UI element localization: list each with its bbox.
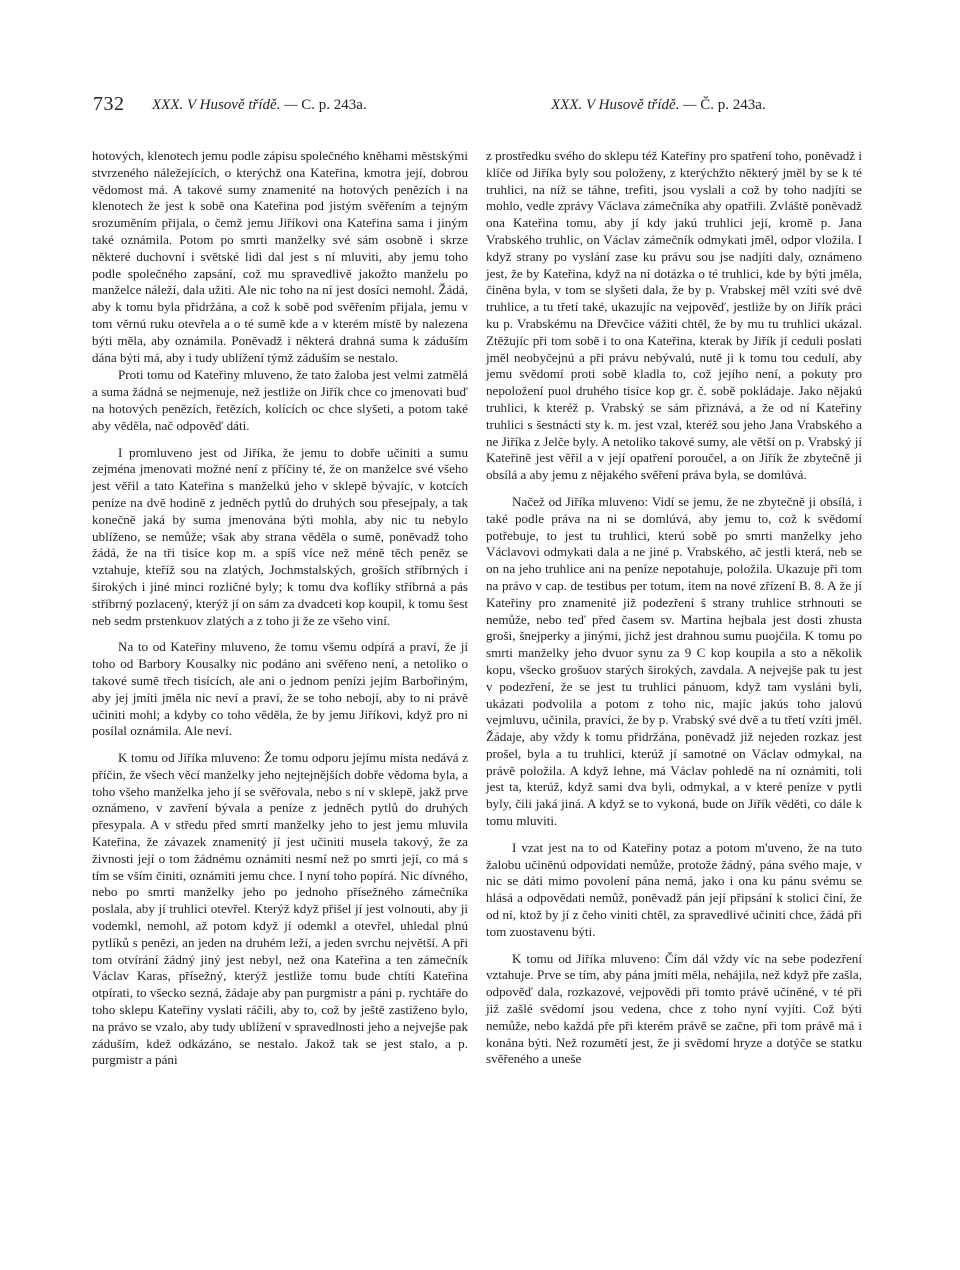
running-head-left-house: C. p. 243a. (301, 97, 367, 113)
paragraph: Načež od Jiříka mluveno: Vidí se jemu, že ne zbytečně ji obsílá, i také podle práva na ni se domlúvá, aby jemu to, což k svědomí potřebuje, to jest tu truhlici, kterú sobě po smrti manželky jeho Václavovi odmykati dala a ne jiné p. Vrabského, ač jestli která, neb se on na jeho truhlice ani na peníze nepotahuje, položila. Ukazuje při tom na právo v cap. de testibus per totum, item na nové zřízení B. 8. A že jí Kateřiny pro znamenité již podezření š strany truhlice strhnouti se nemůže, nebo teď před časem sv. Martina hejbala jest dosti zhusta groši, šnejperky a jinými, jichž jest drahnou sumu puojčila. K tomu po smrti manželky jeho dvuor synu za 9 C kop koupila a sto a několik kopu, všecko grošuov starých širokých, zavdala. A nejvejše pak tu jest v podezření, že se jest tu truhlici pánuom, když tam vysláni byli, ukázati podvolila a potom z toho nic, majíc jakús toho jalovú vejmluvu, učinila, pravíci, že by p. Vrabský své dvě a tu třetí vzíti jměl. Žádaje, aby vždy k tomu přidržána, poněvadž již nejeden rozkaz jest prošel, byla a tu truhlici, kterúž jí samotné on Václav odmykal, na právě položila. A když lehne, má Václav pohledě na ní oznámiti, toli jest ta, kterúž, když sami dva byli, odmykal, a v které peníze v pytli byly, čili jaká jiná. A když se to vykoná, bude on Jiřík věděti, co dále k tomu mluviti. (486, 493, 862, 829)
paragraph: Na to od Kateřiny mluveno, že tomu všemu odpírá a praví, že jí toho od Barbory Kousalky nic podáno ani svěřeno není, a netoliko o takové sumě třech tisících, ale ani o jednom penízi jejím Barbořiným, aby jej jmíti jměla nic neví a praví, že se toho nebojí, aby to ni právě učiniti mohl; a kdyby co toho věděla, že by jemu Jiříkovi, když pro ni posílal oznámila. Ale neví. (92, 639, 468, 739)
page-number: 732 (93, 93, 125, 115)
paragraph: Proti tomu od Kateřiny mluveno, že tato žaloba jest velmi zatmělá a suma žádná se nejmenuje, než jestliže on Jiřík chce co jmenovati buď na hotových penězích, řetězích, kolících oc chce slyšeti, a potom také aby věděla, nač odpověď dáti. (92, 367, 468, 433)
right-column (486, 148, 862, 1068)
running-head-left-title: XXX. V Husově třídě. — (152, 97, 298, 113)
paragraph: K tomu od Jiříka mluveno: Čím dál vždy víc na sebe podezření vztahuje. Prve se tím, aby pána jmíti měla, nehájila, než když pře zašla, odpověď dala, rozkazové, vejpovědi při tomto právě učiněné, v té při již zašlé svědomí jsou vedena, chce z toho nyní vyjíti. Což býti nemůže, nebo každá pře při kterém právě se začne, při tom právě má i konána býti. Než rozumětí jest, že ji svědomí hryze a dotýče se statku svěřeného a uneše (486, 950, 862, 1067)
running-head-right-house: Č. p. 243a. (700, 97, 766, 113)
running-head-left (152, 97, 367, 114)
running-head-right (551, 97, 766, 114)
paragraph: K tomu od Jiříka mluveno: Že tomu odporu jejímu místa nedává z příčin, že všech věcí manželky jeho nejtejnějších dobře vědoma byla, a toho všeho manželka jeho jí se svěřovala, nebo s ní v sklepě, jakž prve oznámeno, v zavření bývala a peníze z jedněch pytlů do druhých přesypala. A v středu před smrtí manželky jeho to jest jemu mluvila Kateřina, že závazek znamenitý jí jest učiniti musela takový, že za živnosti její o tom žádnému oznámiti nesmí než po smrti její, co má s tím se vším činiti, oznámiti jemu chce. I nyní toho popírá. Nic dívného, nebo po smrti manželky jeho po jednoho přísežného zámečníka poslala, aby jí truhlici otevřel. Kterýž když přišel jí jest volnouti, aby ji vodemkl, nemohl, až potom když jí odemkl a otevřel, uhledal plnú pytlíků s penězi, an jeden na druhém leží, a jeden svrchu největší. A při tom otvírání žádný jiný jest nebyl, než ona Kateřina a ten zámečník Václav Karas, přísežný, kterýž jestliže tomu bude chtíti Kateřina otpírati, to všecko sezná, žádaje aby pan purgmistr a páni p. rychtáře do toho sklepu Kateřiny vyslati ráčili, aby to, což by ještě zastiženo bylo, na právo se vzalo, aby tudy ublížení v spravedlnosti jeho a nejvejše pak záduším, kdež odkázáno, se nestalo. Jakož tak se jest stalo, a p. purgmistr a páni (92, 750, 468, 1068)
paragraph: I vzat jest na to od Kateřiny potaz a potom m'uveno, že na tuto žalobu učiněnú odpovídati nemůže, protože žádný, pána svého maje, v nic se dáti mimo povolení pána nemá, jako i ona ku pánu svému se hlásá a odpovědati nemůž, poněvadž pán její připsání k stolici činí, že od ní, ktož by jí z čeho viniti chtěl, za spravedlivé učiniti chce, žádá při tom zuostavenu býti. (486, 839, 862, 939)
paragraph: z prostředku svého do sklepu též Kateřiny pro spatření toho, poněvadž i klíče od Jiříka byly sou položeny, z kterýchžto některý jměl by se k té truhlici, na níž se táhne, trefiti, jsou vyslali a což by toho nadjíti se mohlo, vedle zprávy Václava zámečníka aby opatřili. Zvláště poněvadž ona Kateřina tomu, aby jí kdy jakú truhlici její, kromě p. Jana Vrabského truhlic, on Václav zámečník odmykati jměl, odpor vložila. I když strany po vyslání zase ku právu sou jse nadjíti daly, oznámeno jest, že by Kateřina, když na ní dotázka o té truhlici, kde by býti jměla, činěna byla, v tom se slyšeti dala, že by p. Vrabskej měl vzíti své dvě truhlice, a tu třetí také, ukazujíc na vejpověď, jestliže by on Jiřík práci ku p. Vrabskému na Dřevčice vážiti chtěl, že by mu tu truhlici ukázal. Ztěžujíc při tom sobě i to ona Kateřina, kterak by Jiřík jí ceduli poslati jměl neobyčejnú a při právu nebývalú, nutě ji k tomu tou cedulí, aby jemu svědomí proti sobě kladla to, což jejího není, a pokuty pro nepoložení puol druhého tisíce kop gr. č. sobě pokládaje. Jako nějakú truhlici, k kteréž p. Vrabský se sám přiznává, a že od ní Kateřiny truhlici s šestnácti sty k. m. jest vzal, kteréž sou jeho Jana Vrabského a ne Jiříka z Jelče byly. A netoliko takové sumy, ale větší on p. Vrabský jí Kateřině jest věřil a v její opatření poroučel, a on Jiřík že zbytečně ji obsílá a aby jemu z nějakého svěření práva byla, se domlúvá. (486, 148, 862, 483)
left-column (92, 148, 468, 1069)
running-head-right-title: XXX. V Husově třídě. — (551, 97, 697, 113)
paragraph: I promluveno jest od Jiříka, že jemu to dobře učiniti a sumu zejména jmenovati možné není z příčiny té, že on manželce své všeho jest věřil a tato Kateřina s manželkú jeho v sklepě bývajíc, v kotcích peníze na dvě hodině z jedněch pytlů do druhých sou přesejpaly, a tak konečně jaká by suma jmenována býti mohla, aby nic tu nebylo ublíženo, se nemůže; však aby strana věděla o sumě, poněvadž toho žádá, že na tři tisíce kop m. a spíš více než méně těch peněz se vztahuje, kteříž sou na zlatých, Jochmstalských, groších stříbrných i širokých i jiné minci rozličné byly; k tomu dva koflíky stříbrná a pás stříbrný pozlacený, kterýž jí on sám za dvadceti kop koupil, k tomu šest neb sedm prstenkuov zlatých a z toho ji že ze všeho viní. (92, 444, 468, 628)
paragraph: hotových, klenotech jemu podle zápisu společného kněhami městskými stvrzeného náležejících, o kterýchž ona Kateřina, kmotra její, dobrou vědomost má. A takové sumy znamenité na hotových penězích i na klenotech že jest k sobě ona Kateřina pod jistým svěřením a tejným srozuměním přijala, o čemž jemu Jiříkovi ona Kateřina sama i jiným také oznámila. Potom po smrti manželky své sám osobně i skrze některé duchovní i světské lidi dal jest s ní mluviti, aby jemu toho podle společného zapsání, což mu spravedlivě jakožto manželu po manželce náleží, dala užiti. Ale nic toho na ní jest dosíci nemohl. Žádá, aby k tomu byla přidržána, a což k sobě pod svěřením přijala, jemu v tom věrnú ruku otevřela a o té sumě kde a v kterém místě by nalezena býti měla, aby oznámila. Poněvadž i některá drahná suma k záduším dána býti má, aby i tudy ublížení týmž záduším se nestalo. (92, 148, 468, 365)
